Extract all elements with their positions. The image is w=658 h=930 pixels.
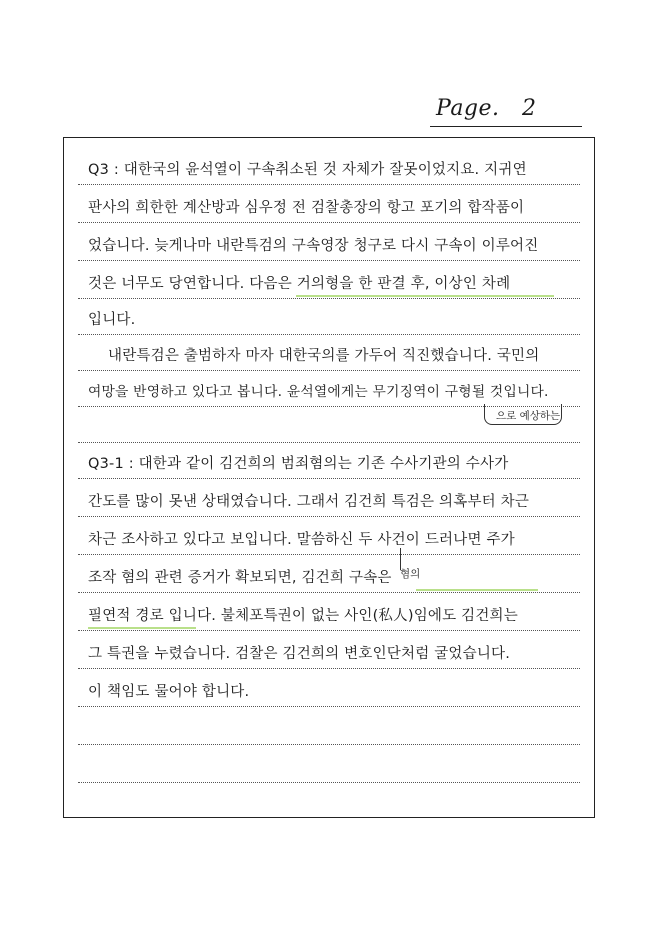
text-line-12: 조작 혐의 관련 증거가 확보되면, 김건희 구속은	[88, 570, 392, 586]
page-number: 2	[522, 96, 536, 121]
ruled-line	[78, 744, 580, 745]
ruled-line	[78, 630, 580, 631]
ruled-line	[78, 592, 580, 593]
insertion-caret	[400, 548, 401, 570]
text-line-1: Q3 : 대한국의 윤석열이 구속취소된 것 자체가 잘못이었지요. 지귀연	[88, 162, 527, 178]
ruled-line	[78, 516, 580, 517]
answer-sheet	[63, 137, 595, 818]
annotation-note-expected: 으로 예상하는	[496, 410, 561, 422]
text-line-10: 간도를 많이 못낸 상태였습니다. 그래서 김건희 특검은 의혹부터 차근	[88, 494, 530, 510]
highlight-underline	[88, 627, 196, 629]
text-line-7: 여망을 반영하고 있다고 봅니다. 윤석열에게는 무기징역이 구형될 것입니다.	[88, 384, 549, 400]
ruled-line	[78, 442, 580, 443]
ruled-line	[78, 370, 580, 371]
text-line-9: Q3-1 : 대한과 같이 김건희의 범죄혐의는 기존 수사기관의 수사가	[88, 456, 509, 472]
text-line-2: 판사의 희한한 계산방과 심우정 전 검찰총장의 항고 포기의 합작품이	[88, 200, 525, 216]
text-line-11: 차근 조사하고 있다고 보입니다. 말씀하신 두 사건이 드러나면 주가	[88, 532, 515, 548]
text-line-13: 필연적 경로 입니다. 불체포특권이 없는 사인(私人)임에도 김건희는	[88, 608, 518, 624]
text-line-4	[88, 274, 578, 294]
highlight-underline	[416, 589, 538, 591]
text-line-3: 었습니다. 늦게나마 내란특검의 구속영장 청구로 다시 구속이 이루어진	[88, 238, 539, 254]
annotation-note-charge: 혐의	[400, 568, 421, 580]
page-header-underline	[430, 126, 582, 127]
ruled-line	[78, 222, 580, 223]
page-header	[430, 96, 590, 130]
ruled-line	[78, 298, 580, 299]
ruled-line	[78, 782, 580, 783]
ruled-line	[78, 334, 580, 335]
ruled-line	[78, 184, 580, 185]
text-line-15: 이 책임도 물어야 합니다.	[88, 684, 250, 700]
text-line-4-content: 것은 너무도 당연합니다. 다음은 거의형을 한 판결 후, 이상인 차례	[88, 276, 511, 292]
ruled-line	[78, 668, 580, 669]
ruled-line	[78, 478, 580, 479]
ruled-line	[78, 260, 580, 261]
ruled-line	[78, 706, 580, 707]
ruled-line	[78, 554, 580, 555]
page-label: Page.	[436, 96, 500, 121]
text-line-5: 입니다.	[88, 312, 136, 328]
text-line-6: 내란특검은 출범하자 마자 대한국의를 가두어 직진했습니다. 국민의	[108, 348, 540, 364]
text-line-14: 그 특권을 누렸습니다. 검찰은 김건희의 변호인단처럼 굴었습니다.	[88, 646, 511, 662]
highlight-underline	[296, 295, 554, 297]
